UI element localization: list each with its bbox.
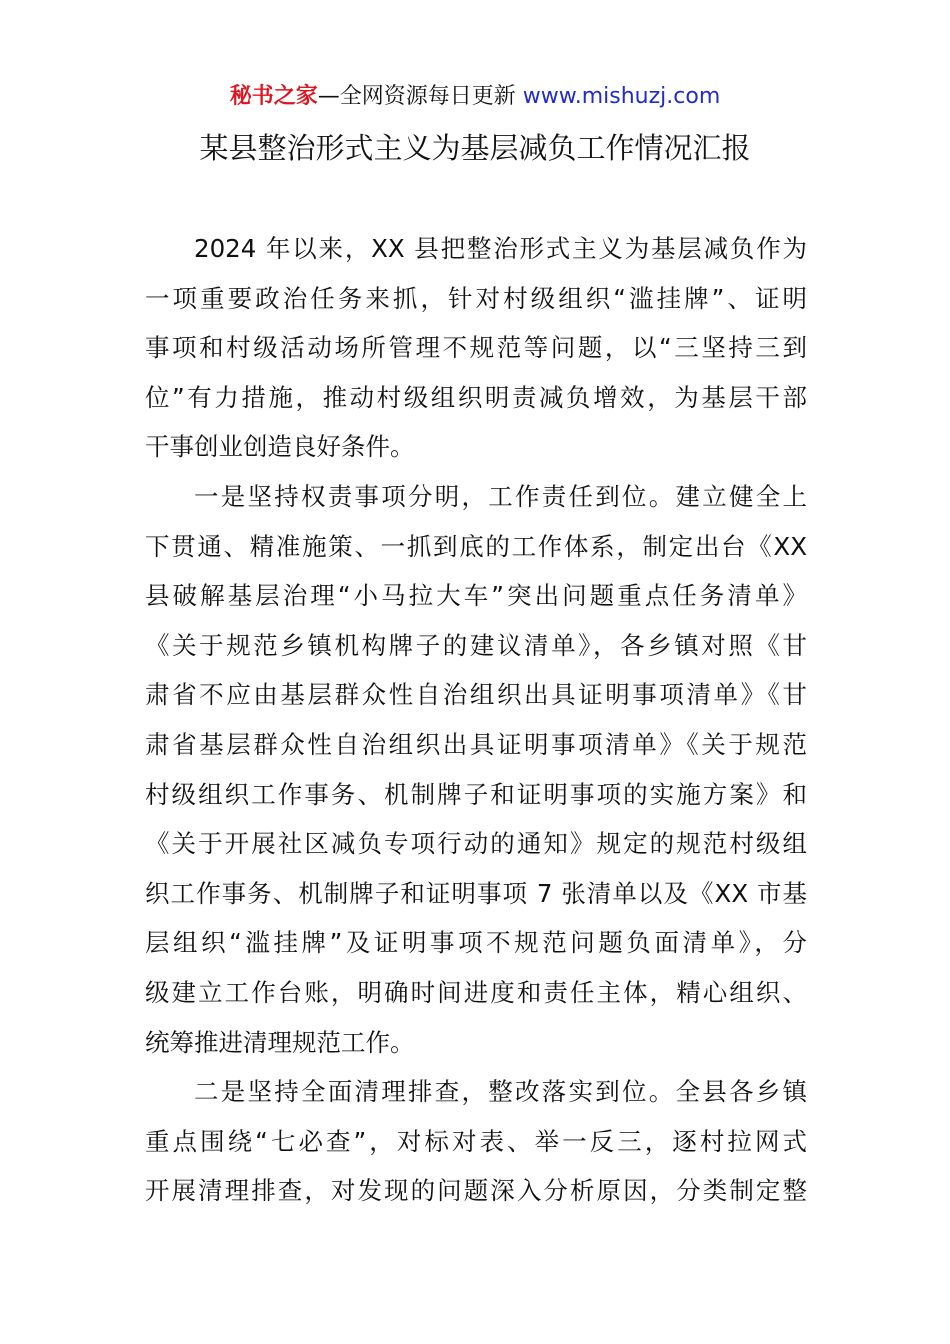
body-line: 重点围绕“七必查”，对标对表、举一反三，逐村拉网式 xyxy=(145,1126,807,1156)
body-line: 村级组织工作事务、机制牌子和证明事项的实施方案》和 xyxy=(145,779,807,809)
body-line: 肃省不应由基层群众性自治组织出具证明事项清单》《甘 xyxy=(145,680,807,710)
body-line: 统筹推进清理规范工作。 xyxy=(145,1027,415,1057)
body-line: 级建立工作台账，明确时间进度和责任主体，精心组织、 xyxy=(145,977,807,1007)
body-line: 下贯通、精准施策、一抓到底的工作体系，制定出台《XX xyxy=(145,531,807,561)
body-line: 一项重要政治任务来抓，针对村级组织“滥挂牌”、证明 xyxy=(145,283,807,313)
body-line: 织工作事务、机制牌子和证明事项 7 张清单以及《XX 市基 xyxy=(145,878,807,908)
body-line: 干事创业创造良好条件。 xyxy=(145,432,415,462)
body-line: 《关于规范乡镇机构牌子的建议清单》，各乡镇对照《甘 xyxy=(145,630,807,660)
body-line: 位”有力措施，推动村级组织明责减负增效，为基层干部 xyxy=(145,382,807,412)
body-line: 县破解基层治理“小马拉大车”突出问题重点任务清单》 xyxy=(145,581,807,611)
body-line: 一是坚持权责事项分明，工作责任到位。建立健全上 xyxy=(194,481,807,511)
body-line: 层组织“滥挂牌”及证明事项不规范问题负面清单》，分 xyxy=(145,928,807,958)
body-line: 2024 年以来，XX 县把整治形式主义为基层减负作为 xyxy=(194,234,807,263)
document-body xyxy=(145,224,807,1216)
site-url-link[interactable]: www.mishuzj.com xyxy=(522,84,721,109)
site-brand: 秘书之家 xyxy=(229,84,318,109)
body-line: 开展清理排查，对发现的问题深入分析原因，分类制定整 xyxy=(145,1176,807,1206)
site-slogan: —全网资源每日更新 xyxy=(317,84,516,109)
body-line: 《关于开展社区减负专项行动的通知》规定的规范村级组 xyxy=(145,829,807,859)
document-title: 某县整治形式主义为基层减负工作情况汇报 xyxy=(199,131,751,165)
body-line: 事项和村级活动场所管理不规范等问题，以“三坚持三到 xyxy=(145,333,807,363)
site-header xyxy=(0,80,950,114)
body-line: 肃省基层群众性自治组织出具证明事项清单》《关于规范 xyxy=(145,729,807,759)
body-line: 二是坚持全面清理排查，整改落实到位。全县各乡镇 xyxy=(194,1077,807,1107)
